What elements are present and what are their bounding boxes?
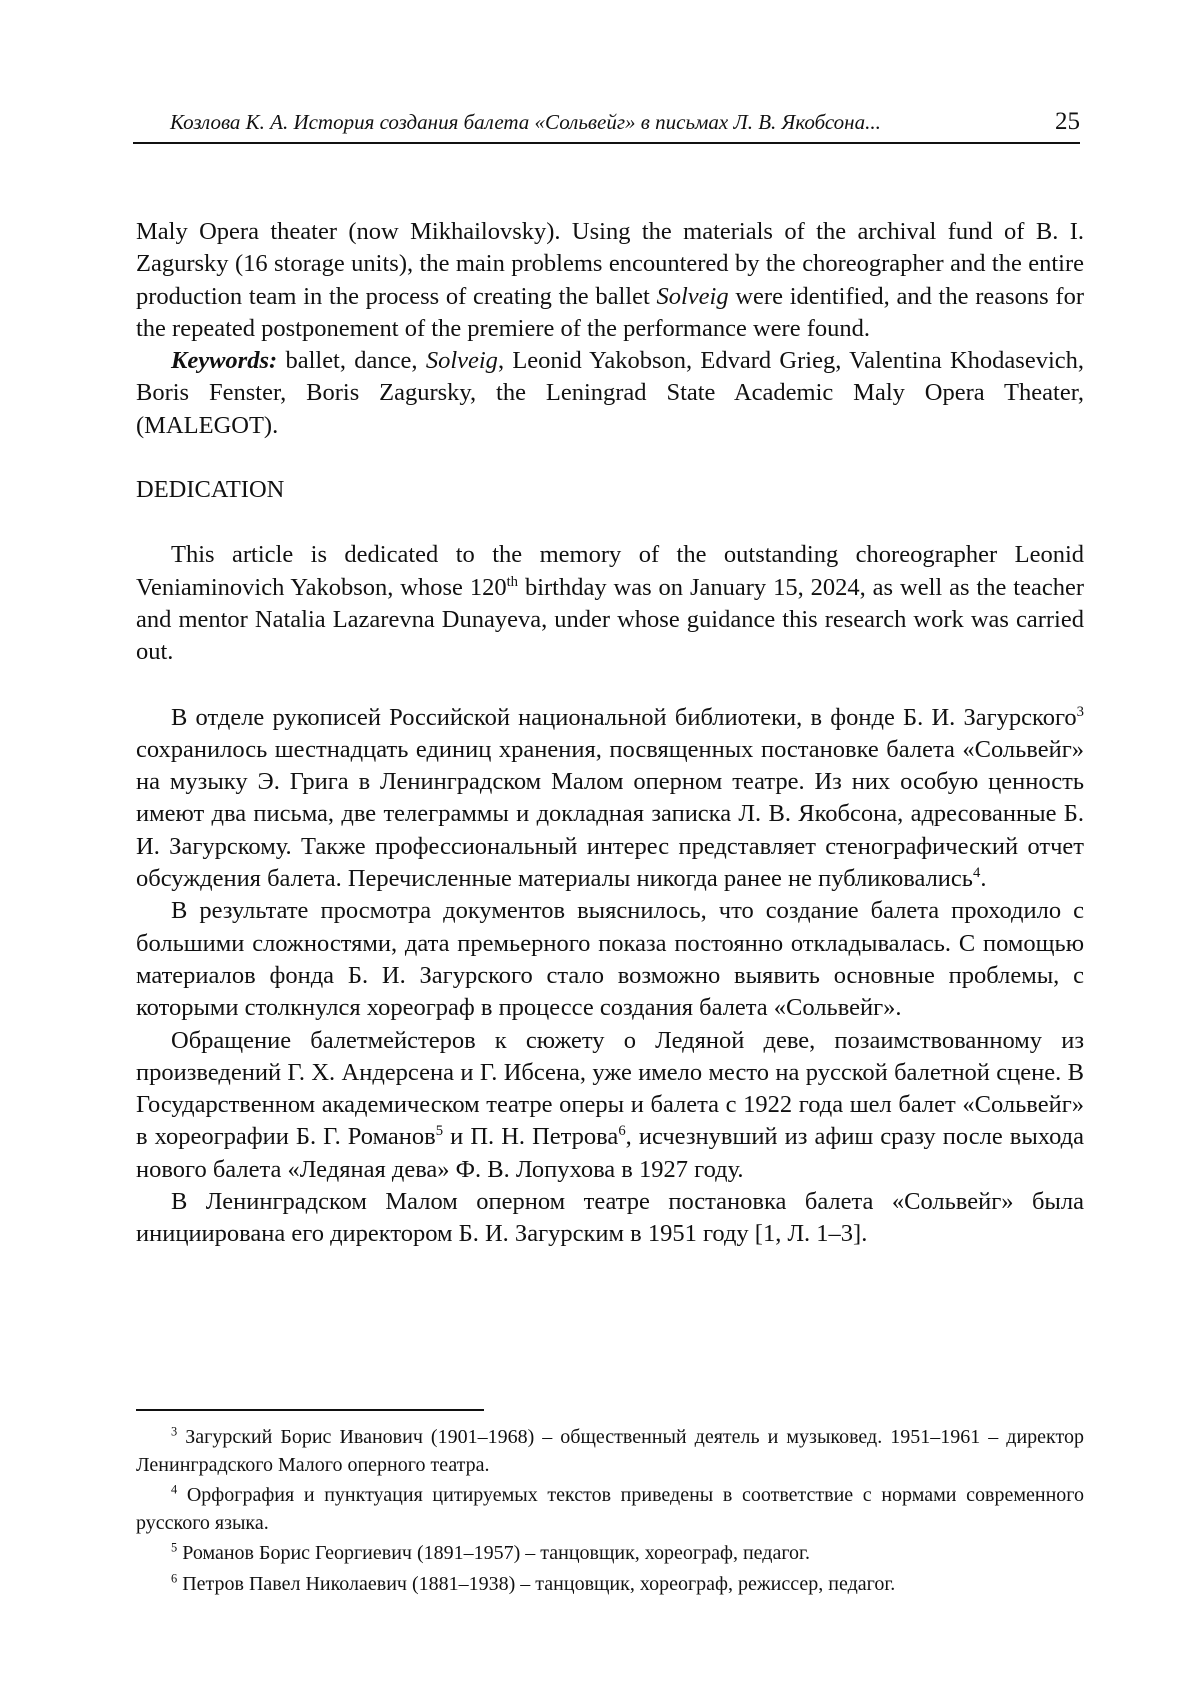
p3-text-b: и П. Н. Петрова [443,1123,619,1151]
footnote-4 [136,1482,1084,1537]
body-paragraph-1 [136,702,1084,896]
footnote-5 [136,1540,1084,1568]
footnote-ref-3[interactable]: 3 [1076,703,1084,720]
keywords-text-2: , Leonid Yakobson, Edvard Grieg, Valentina Khodasevich, Boris Fenster, Boris Zagursky, the Leningrad State Academic Maly Opera Theater, (MALEGOT). [136,347,1085,439]
keywords-ballet-title: Solveig [425,347,498,375]
footnote-number: 5 [171,1540,178,1555]
footnote-text: Орфография и пунктуация цитируемых текстов приведены в соответствие с нормами современного русского языка. [136,1484,1084,1534]
dedication-heading: DEDICATION [136,476,285,504]
keywords-text-1: ballet, dance, [277,347,426,375]
footnote-6 [136,1571,1084,1599]
footnote-number: 4 [171,1482,178,1497]
p1-text-a: В отделе рукописей Российской национальной библиотеки, в фонде Б. И. Загурского [171,703,1077,731]
abstract-text-1: Maly Opera theater (now Mikhailovsky). Using the materials of the archival fund of B. I. Zagursky (16 storage units), the main problems encountered by the choreographer and the entire production team in the process of creating the ballet [136,218,1084,310]
p1-text-b: сохранилось шестнадцать единиц хранения, посвященных постановке балета «Сольвейг» на музыку Э. Грига в Ленинградском Малом оперном театре. Из них особую ценность имеют два письма, две телеграммы и докладная записка Л. В. Якобсона, адресованные Б. И. Загурскому. Также профессиональный интерес представляет стенографический отчет обсуждения балета. Перечисленные материалы никогда ранее не публиковались [136,735,1084,893]
dedication-text-2: birthday was on January 15, 2024, as well as the teacher and mentor Natalia Lazarevna Dunayeva, under whose guidance this research work was carried out. [136,573,1085,666]
dedication-paragraph [136,539,1084,668]
article-body [136,216,1084,1251]
p1-text-c: . [980,865,987,893]
dedication-text-1: This article is dedicated to the memory of the outstanding choreographer Leonid Veniaminovich Yakobson, whose 120 [136,541,1084,601]
abstract-text-2: were identified, and the reasons for the repeated postponement of the premiere of the performance were found. [136,282,1084,342]
keywords-label: Keywords: [171,347,278,375]
abstract-paragraph [136,216,1084,345]
p3-text-c: , исчезнувший из афиш сразу после выхода нового балета «Ледяная дева» Ф. В. Лопухова в 1927 году. [136,1123,1084,1183]
abstract-ballet-title: Solveig [656,282,729,310]
body-paragraph-4: В Ленинградском Малом оперном театре постановка балета «Сольвейг» была инициирована его директором Б. И. Загурским в 1951 году [1, Л. 1–3]. [136,1188,1084,1248]
footnote-ref-5[interactable]: 5 [435,1123,444,1140]
running-title: Козлова К. А. История создания балета «Сольвейг» в письмах Л. В. Якобсона... [170,110,881,134]
footnote-text: Петров Павел Николаевич (1881–1938) – танцовщик, хореограф, режиссер, педагог. [177,1572,896,1595]
running-header [133,108,1080,144]
body-paragraph-2: В результате просмотра документов выяснилось, что создание балета проходило с большими сложностями, дата премьерного показа постоянно откладывалась. С помощью материалов фонда Б. И. Загурского стало возможно выявить основные проблемы, с которыми столкнулся хореограф в процессе создания балета «Сольвейг». [136,897,1084,1022]
footnote-separator [136,1409,484,1411]
keywords-paragraph [136,345,1084,442]
p3-text-a: Обращение балетмейстеров к сюжету о Ледяной деве, позаимствованному из произведений Г. Х. Андерсена и Г. Ибсена, уже имело место на русской балетной сцене. В Государственном академическом театре оперы и балета с 1922 года шел балет «Сольвейг» в хореографии Б. Г. Романов [136,1026,1084,1151]
footnote-ref-4[interactable]: 4 [972,864,981,881]
footnote-number: 6 [171,1570,178,1585]
footnote-text: Романов Борис Георгиевич (1891–1957) – танцовщик, хореограф, педагог. [177,1542,810,1564]
footnote-ref-6[interactable]: 6 [618,1123,626,1140]
page-number: 25 [1055,108,1080,135]
footnotes [136,1424,1084,1601]
ordinal-superscript: th [506,573,519,590]
footnote-number: 3 [171,1424,178,1439]
footnote-3 [136,1424,1084,1479]
body-paragraph-3 [136,1025,1084,1186]
footnote-text: Загурский Борис Иванович (1901–1968) – общественный деятель и музыковед. 1951–1961 – директор Ленинградского Малого оперного театра. [136,1426,1084,1476]
